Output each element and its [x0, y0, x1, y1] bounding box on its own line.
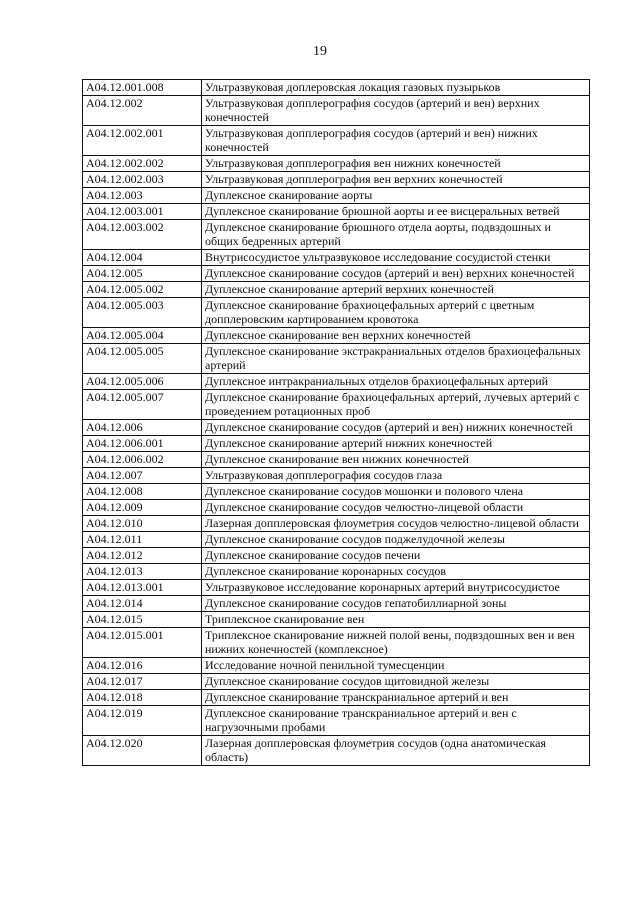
service-name: Ультразвуковая допплерография сосудов (артерий и вен) нижних конечностей — [202, 126, 590, 156]
service-code: A04.12.006.002 — [83, 452, 202, 468]
service-name: Дуплексное сканирование брахиоцефальных артерий с цветным допплеровским картированием кровотока — [202, 298, 590, 328]
service-name: Дуплексное сканирование экстракраниальных отделов брахиоцефальных артерий — [202, 344, 590, 374]
service-name: Дуплексное сканирование сосудов печени — [202, 548, 590, 564]
service-code: A04.12.005.006 — [83, 374, 202, 390]
table-row — [83, 80, 590, 96]
service-name: Дуплексное сканирование транскраниальное артерий и вен — [202, 690, 590, 706]
service-code: A04.12.005.007 — [83, 390, 202, 420]
service-name: Дуплексное сканирование сосудов (артерий и вен) верхних конечностей — [202, 266, 590, 282]
service-name: Ультразвуковое исследование коронарных артерий внутрисосудистое — [202, 580, 590, 596]
service-name: Ультразвуковая допплерография сосудов глаза — [202, 468, 590, 484]
table-row — [83, 532, 590, 548]
table-row — [83, 328, 590, 344]
service-name: Дуплексное сканирование брюшной аорты и ее висцеральных ветвей — [202, 204, 590, 220]
service-code: A04.12.005.002 — [83, 282, 202, 298]
service-code: A04.12.015.001 — [83, 628, 202, 658]
service-code: A04.12.002.001 — [83, 126, 202, 156]
service-code: A04.12.016 — [83, 658, 202, 674]
table-row — [83, 500, 590, 516]
service-name: Дуплексное сканирование сосудов (артерий и вен) нижних конечностей — [202, 420, 590, 436]
service-code: A04.12.001.008 — [83, 80, 202, 96]
service-name: Ультразвуковая допплерография сосудов (артерий и вен) верхних конечностей — [202, 96, 590, 126]
table-row — [83, 188, 590, 204]
service-name: Ультразвуковая допплерография вен верхних конечностей — [202, 172, 590, 188]
table-row — [83, 220, 590, 250]
service-code: A04.12.005.005 — [83, 344, 202, 374]
table-row — [83, 172, 590, 188]
service-name: Дуплексное сканирование аорты — [202, 188, 590, 204]
service-name: Дуплексное сканирование транскраниальное артерий и вен с нагрузочными пробами — [202, 706, 590, 736]
table-row — [83, 96, 590, 126]
service-code: A04.12.005.004 — [83, 328, 202, 344]
service-code: A04.12.005 — [83, 266, 202, 282]
service-code: A04.12.012 — [83, 548, 202, 564]
table-row — [83, 628, 590, 658]
service-name: Дуплексное сканирование артерий нижних конечностей — [202, 436, 590, 452]
table-row — [83, 390, 590, 420]
service-name: Лазерная допплеровская флоуметрия сосудов (одна анатомическая область) — [202, 736, 590, 766]
service-code: A04.12.018 — [83, 690, 202, 706]
table-row — [83, 484, 590, 500]
table-row — [83, 690, 590, 706]
table-row — [83, 282, 590, 298]
service-code: A04.12.006 — [83, 420, 202, 436]
service-name: Триплексное сканирование вен — [202, 612, 590, 628]
table-row — [83, 250, 590, 266]
service-name: Исследование ночной пенильной тумесценции — [202, 658, 590, 674]
service-name: Дуплексное сканирование сосудов гепатобиллиарной зоны — [202, 596, 590, 612]
service-name: Дуплексное сканирование вен верхних конечностей — [202, 328, 590, 344]
table-row — [83, 706, 590, 736]
service-code: A04.12.011 — [83, 532, 202, 548]
service-name: Дуплексное сканирование артерий верхних конечностей — [202, 282, 590, 298]
service-code: A04.12.014 — [83, 596, 202, 612]
service-code: A04.12.002.002 — [83, 156, 202, 172]
table-row — [83, 452, 590, 468]
service-code: A04.12.013 — [83, 564, 202, 580]
service-code: A04.12.019 — [83, 706, 202, 736]
service-code: A04.12.003.001 — [83, 204, 202, 220]
service-name: Дуплексное сканирование коронарных сосудов — [202, 564, 590, 580]
service-name: Ультразвуковая доплеровская локация газовых пузырьков — [202, 80, 590, 96]
service-name: Ультразвуковая допплерография вен нижних конечностей — [202, 156, 590, 172]
table-row — [83, 548, 590, 564]
service-code: A04.12.007 — [83, 468, 202, 484]
table-row — [83, 266, 590, 282]
service-name: Внутрисосудистое ультразвуковое исследование сосудистой стенки — [202, 250, 590, 266]
service-name: Дуплексное сканирование сосудов щитовидной железы — [202, 674, 590, 690]
table-row — [83, 156, 590, 172]
service-code: A04.12.002 — [83, 96, 202, 126]
table-row — [83, 298, 590, 328]
service-code: A04.12.015 — [83, 612, 202, 628]
table-row — [83, 126, 590, 156]
table-row — [83, 596, 590, 612]
service-code: A04.12.017 — [83, 674, 202, 690]
table-row — [83, 658, 590, 674]
service-code: A04.12.003 — [83, 188, 202, 204]
services-table — [82, 79, 590, 766]
table-row — [83, 580, 590, 596]
table-row — [83, 612, 590, 628]
service-code: A04.12.002.003 — [83, 172, 202, 188]
service-name: Дуплексное сканирование сосудов челюстно-лицевой области — [202, 500, 590, 516]
service-code: A04.12.008 — [83, 484, 202, 500]
service-code: A04.12.006.001 — [83, 436, 202, 452]
table-row — [83, 374, 590, 390]
table-row — [83, 204, 590, 220]
table-row — [83, 674, 590, 690]
service-code: A04.12.010 — [83, 516, 202, 532]
service-code: A04.12.013.001 — [83, 580, 202, 596]
service-code: A04.12.003.002 — [83, 220, 202, 250]
table-row — [83, 468, 590, 484]
table-row — [83, 420, 590, 436]
service-name: Дуплексное сканирование сосудов поджелудочной железы — [202, 532, 590, 548]
service-name: Дуплексное сканирование вен нижних конечностей — [202, 452, 590, 468]
service-name: Дуплексное сканирование брюшного отдела аорты, подвздошных и общих бедренных артерий — [202, 220, 590, 250]
service-code: A04.12.004 — [83, 250, 202, 266]
table-row — [83, 436, 590, 452]
table-row — [83, 344, 590, 374]
service-code: A04.12.020 — [83, 736, 202, 766]
page-number: 19 — [313, 44, 327, 59]
service-name: Лазерная допплеровская флоуметрия сосудов челюстно-лицевой области — [202, 516, 590, 532]
table-row — [83, 736, 590, 766]
service-name: Дуплексное сканирование сосудов мошонки и полового члена — [202, 484, 590, 500]
table-row — [83, 564, 590, 580]
service-code: A04.12.005.003 — [83, 298, 202, 328]
table-body — [83, 80, 590, 766]
table-row — [83, 516, 590, 532]
service-code: A04.12.009 — [83, 500, 202, 516]
service-name: Дуплексное интракраниальных отделов брахиоцефальных артерий — [202, 374, 590, 390]
service-name: Триплексное сканирование нижней полой вены, подвздошных вен и вен нижних конечностей (комплексное) — [202, 628, 590, 658]
service-name: Дуплексное сканирование брахиоцефальных артерий, лучевых артерий с проведением ротационных проб — [202, 390, 590, 420]
